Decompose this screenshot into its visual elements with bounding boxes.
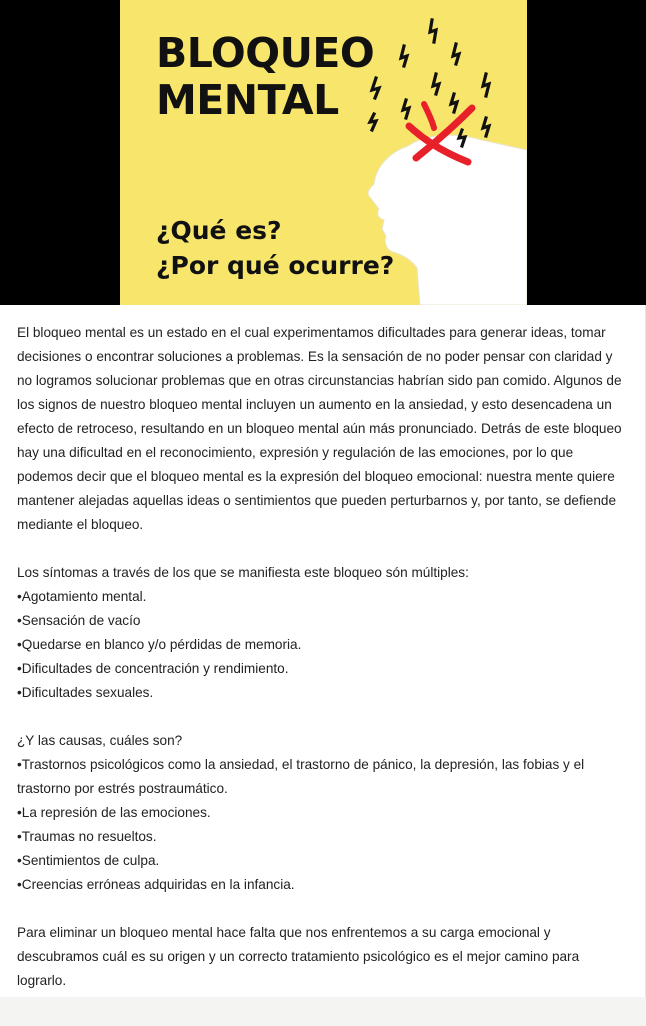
causes-heading: ¿Y las causas, cuáles son? (17, 733, 183, 748)
intro-paragraph: El bloqueo mental es un estado en el cual experimentamos dificultades para generar ideas, tomar decisiones o encontrar soluciones a problemas. Es la sensación de no poder pensar con claridad y no logramos solucionar problemas que en otras circunstancias habrían sido pan comido. Algunos de los signos de nuestro bloqueo mental incluyen un aumento en la ansiedad, y esto desencadena un efecto de retroceso, resultando en un bloqueo mental aún más pronunciado. Detrás de este bloqueo hay una dificultad en el reconocimiento, expresión y regulación de las emociones, por lo que podemos decir que el bloqueo mental es la expresión del bloqueo emocional: nuestra mente quiere mantener alejadas aquellas ideas o sentimientos que pueden perturbarnos y, por tanto, se defiende mediante el bloqueo. (17, 325, 622, 532)
symptoms-list (17, 585, 627, 705)
poster-title-line: BLOQUEO (156, 29, 375, 77)
poster-question (156, 213, 394, 283)
hero-banner (0, 0, 646, 305)
poster-title (156, 30, 374, 124)
list-item: •Dificultades sexuales. (17, 685, 154, 700)
causes-list (17, 753, 627, 897)
symptoms-heading: Los síntomas a través de los que se manifiesta este bloqueo són múltiples: (17, 565, 469, 580)
list-item: •Traumas no resueltos. (17, 829, 157, 844)
poster-question-line: ¿Por qué ocurre? (156, 251, 395, 280)
hero-poster (120, 0, 527, 305)
list-item: •Creencias erróneas adquiridas en la infancia. (17, 877, 295, 892)
lightning-bolt-icons (370, 20, 489, 146)
poster-question-line: ¿Qué es? (156, 216, 282, 245)
list-item: •Dificultades de concentración y rendimiento. (17, 661, 289, 676)
footer-band (0, 997, 646, 1026)
list-item: •Trastornos psicológicos como la ansiedad, el trastorno de pánico, la depresión, las fobias y el trastorno por estrés postraumático. (17, 757, 585, 796)
poster-title-line: MENTAL (156, 76, 339, 124)
list-item: •Agotamiento mental. (17, 589, 147, 604)
list-item: •La represión de las emociones. (17, 805, 211, 820)
list-item: •Sentimientos de culpa. (17, 853, 160, 868)
article-body (0, 305, 646, 997)
conclusion-paragraph: Para eliminar un bloqueo mental hace falta que nos enfrentemos a su carga emocional y descubramos cuál es su origen y un correcto tratamiento psicológico es el mejor camino para lograrlo. (17, 925, 580, 988)
list-item: •Sensación de vacío (17, 613, 141, 628)
list-item: •Quedarse en blanco y/o pérdidas de memoria. (17, 637, 302, 652)
